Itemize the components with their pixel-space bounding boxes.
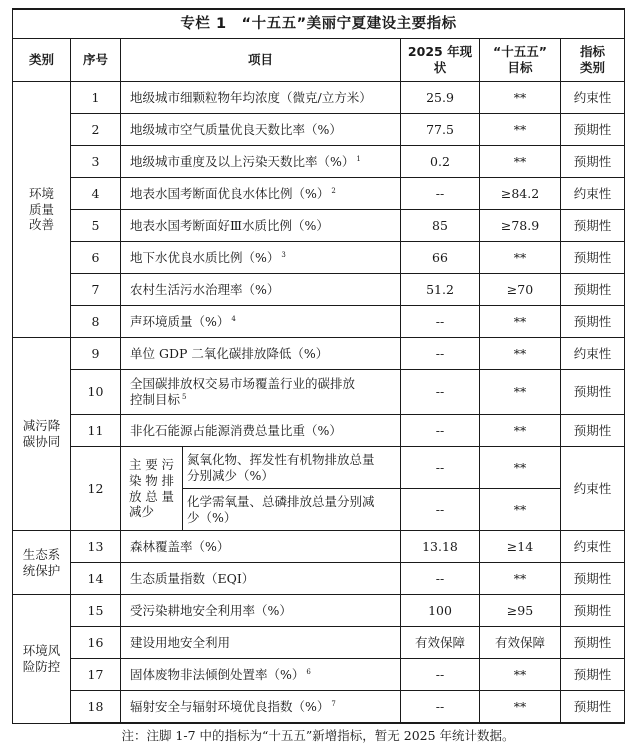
row-subitem: 氮氧化物、挥发性有机物排放总量 分别减少（%） — [183, 447, 401, 489]
row-status: -- — [401, 489, 480, 531]
footnote-marker: 4 — [231, 314, 236, 323]
row-kind: 预期性 — [561, 563, 625, 595]
row-seq: 10 — [71, 370, 121, 415]
row-status: 25.9 — [401, 82, 480, 114]
row-seq: 18 — [71, 691, 121, 724]
row-target: ≥70 — [480, 274, 561, 306]
table-row — [13, 114, 625, 146]
row-seq: 8 — [71, 306, 121, 338]
row-status: -- — [401, 691, 480, 724]
table-row — [13, 82, 625, 114]
row-seq: 12 — [71, 447, 121, 531]
row-target: ** — [480, 306, 561, 338]
row-kind: 约束性 — [561, 338, 625, 370]
row-kind: 约束性 — [561, 178, 625, 210]
row-target: ** — [480, 691, 561, 724]
footnote-marker: 3 — [281, 250, 286, 259]
table-row — [13, 178, 625, 210]
table-row — [13, 595, 625, 627]
row-item: 地级城市细颗粒物年均浓度（微克/立方米） — [121, 82, 401, 114]
row-seq: 16 — [71, 627, 121, 659]
table-row — [13, 210, 625, 242]
row-item: 地级城市重度及以上污染天数比率（%） $^1$ — [121, 146, 401, 178]
table-row — [13, 447, 625, 489]
row-status: -- — [401, 447, 480, 489]
header-seq: 序号 — [71, 39, 121, 82]
row-seq: 1 — [71, 82, 121, 114]
row-kind: 约束性 — [561, 447, 625, 531]
row-item: 建设用地安全利用 — [121, 627, 401, 659]
row-status: -- — [401, 306, 480, 338]
row-target: ** — [480, 338, 561, 370]
row-seq: 7 — [71, 274, 121, 306]
row-item: 森林覆盖率（%） — [121, 531, 401, 563]
row-target: ** — [480, 242, 561, 274]
row-item: 农村生活污水治理率（%） — [121, 274, 401, 306]
row-item: 非化石能源占能源消费总量比重（%） — [121, 415, 401, 447]
row-target: ** — [480, 489, 561, 531]
row-status: 66 — [401, 242, 480, 274]
row-status: -- — [401, 563, 480, 595]
row-target: ≥14 — [480, 531, 561, 563]
header-target: “十五五” 目标 — [480, 39, 561, 82]
row-kind: 预期性 — [561, 306, 625, 338]
table-row — [13, 370, 625, 415]
row-kind: 预期性 — [561, 627, 625, 659]
row-item: 地表水国考断面好Ⅲ水质比例（%） — [121, 210, 401, 242]
table-row — [13, 691, 625, 724]
header-category: 类别 — [13, 39, 71, 82]
row-subcategory: 主要污染物排放总量减少 — [121, 447, 183, 531]
row-status: 0.2 — [401, 146, 480, 178]
table-row — [13, 415, 625, 447]
row-seq: 2 — [71, 114, 121, 146]
row-kind: 预期性 — [561, 242, 625, 274]
row-item: 全国碳排放权交易市场覆盖行业的碳排放 控制目标 $^5$ — [121, 370, 401, 415]
header-item: 项目 — [121, 39, 401, 82]
row-target: ** — [480, 447, 561, 489]
row-status: -- — [401, 178, 480, 210]
row-item: 辐射安全与辐射环境优良指数（%） $^7$ — [121, 691, 401, 724]
row-kind: 预期性 — [561, 659, 625, 691]
row-seq: 4 — [71, 178, 121, 210]
category-carbon: 减污降 碳协同 — [13, 338, 71, 531]
row-item: 单位 GDP 二氧化碳排放降低（%） — [121, 338, 401, 370]
row-seq: 17 — [71, 659, 121, 691]
table-row — [13, 563, 625, 595]
row-status: -- — [401, 659, 480, 691]
row-seq: 6 — [71, 242, 121, 274]
table-row — [13, 338, 625, 370]
row-item: 地下水优良水质比例（%） $^3$ — [121, 242, 401, 274]
footnote-marker: 7 — [331, 699, 336, 708]
header-kind: 指标 类别 — [561, 39, 625, 82]
row-target: ≥95 — [480, 595, 561, 627]
row-status: 51.2 — [401, 274, 480, 306]
row-status: -- — [401, 415, 480, 447]
footnote-marker: 6 — [306, 667, 311, 676]
row-target: ** — [480, 114, 561, 146]
row-target: 有效保障 — [480, 627, 561, 659]
footnote-marker: 2 — [331, 186, 336, 195]
footnote-marker: 5 — [182, 392, 187, 401]
row-target: ** — [480, 415, 561, 447]
row-seq: 13 — [71, 531, 121, 563]
row-item: 地级城市空气质量优良天数比率（%） — [121, 114, 401, 146]
row-status: -- — [401, 370, 480, 415]
table-row — [13, 627, 625, 659]
row-status: 77.5 — [401, 114, 480, 146]
row-seq: 9 — [71, 338, 121, 370]
header-status: 2025 年现 状 — [401, 39, 480, 82]
category-eco: 生态系 统保护 — [13, 531, 71, 595]
row-seq: 15 — [71, 595, 121, 627]
row-status: -- — [401, 338, 480, 370]
table-row — [13, 146, 625, 178]
table-row — [13, 659, 625, 691]
row-item: 固体废物非法倾倒处置率（%） $^6$ — [121, 659, 401, 691]
row-item: 生态质量指数（EQI） — [121, 563, 401, 595]
row-status: 有效保障 — [401, 627, 480, 659]
row-kind: 预期性 — [561, 415, 625, 447]
footnote-marker: 1 — [356, 154, 361, 163]
row-kind: 预期性 — [561, 146, 625, 178]
row-target: ** — [480, 370, 561, 415]
row-item: 声环境质量（%） $^4$ — [121, 306, 401, 338]
row-subitem: 化学需氧量、总磷排放总量分别减 少（%） — [183, 489, 401, 531]
row-seq: 5 — [71, 210, 121, 242]
row-kind: 约束性 — [561, 82, 625, 114]
category-risk: 环境风 险防控 — [13, 595, 71, 724]
row-status: 13.18 — [401, 531, 480, 563]
category-env-quality: 环境 质量 改善 — [13, 82, 71, 338]
row-kind: 预期性 — [561, 370, 625, 415]
table-title: 专栏 1 “十五五”美丽宁夏建设主要指标 — [13, 9, 625, 39]
row-seq: 14 — [71, 563, 121, 595]
row-status: 85 — [401, 210, 480, 242]
row-target: ** — [480, 146, 561, 178]
row-target: ** — [480, 82, 561, 114]
row-seq: 3 — [71, 146, 121, 178]
row-target: ≥84.2 — [480, 178, 561, 210]
row-target: ≥78.9 — [480, 210, 561, 242]
row-status: 100 — [401, 595, 480, 627]
header-row — [13, 39, 625, 82]
row-kind: 预期性 — [561, 114, 625, 146]
row-target: ** — [480, 659, 561, 691]
row-target: ** — [480, 563, 561, 595]
row-kind: 预期性 — [561, 691, 625, 724]
table-row — [13, 274, 625, 306]
row-item: 地表水国考断面优良水体比例（%） $^2$ — [121, 178, 401, 210]
row-kind: 预期性 — [561, 595, 625, 627]
table-row — [13, 242, 625, 274]
row-seq: 11 — [71, 415, 121, 447]
row-kind: 预期性 — [561, 274, 625, 306]
row-kind: 约束性 — [561, 531, 625, 563]
footnote-text: 注：注脚 1-7 中的指标为“十五五”新增指标，暂无 2025 年统计数据。 — [121, 728, 515, 743]
row-item: 受污染耕地安全利用率（%） — [121, 595, 401, 627]
table-row — [13, 306, 625, 338]
row-kind: 预期性 — [561, 210, 625, 242]
indicator-table — [12, 8, 625, 724]
table-row — [13, 531, 625, 563]
